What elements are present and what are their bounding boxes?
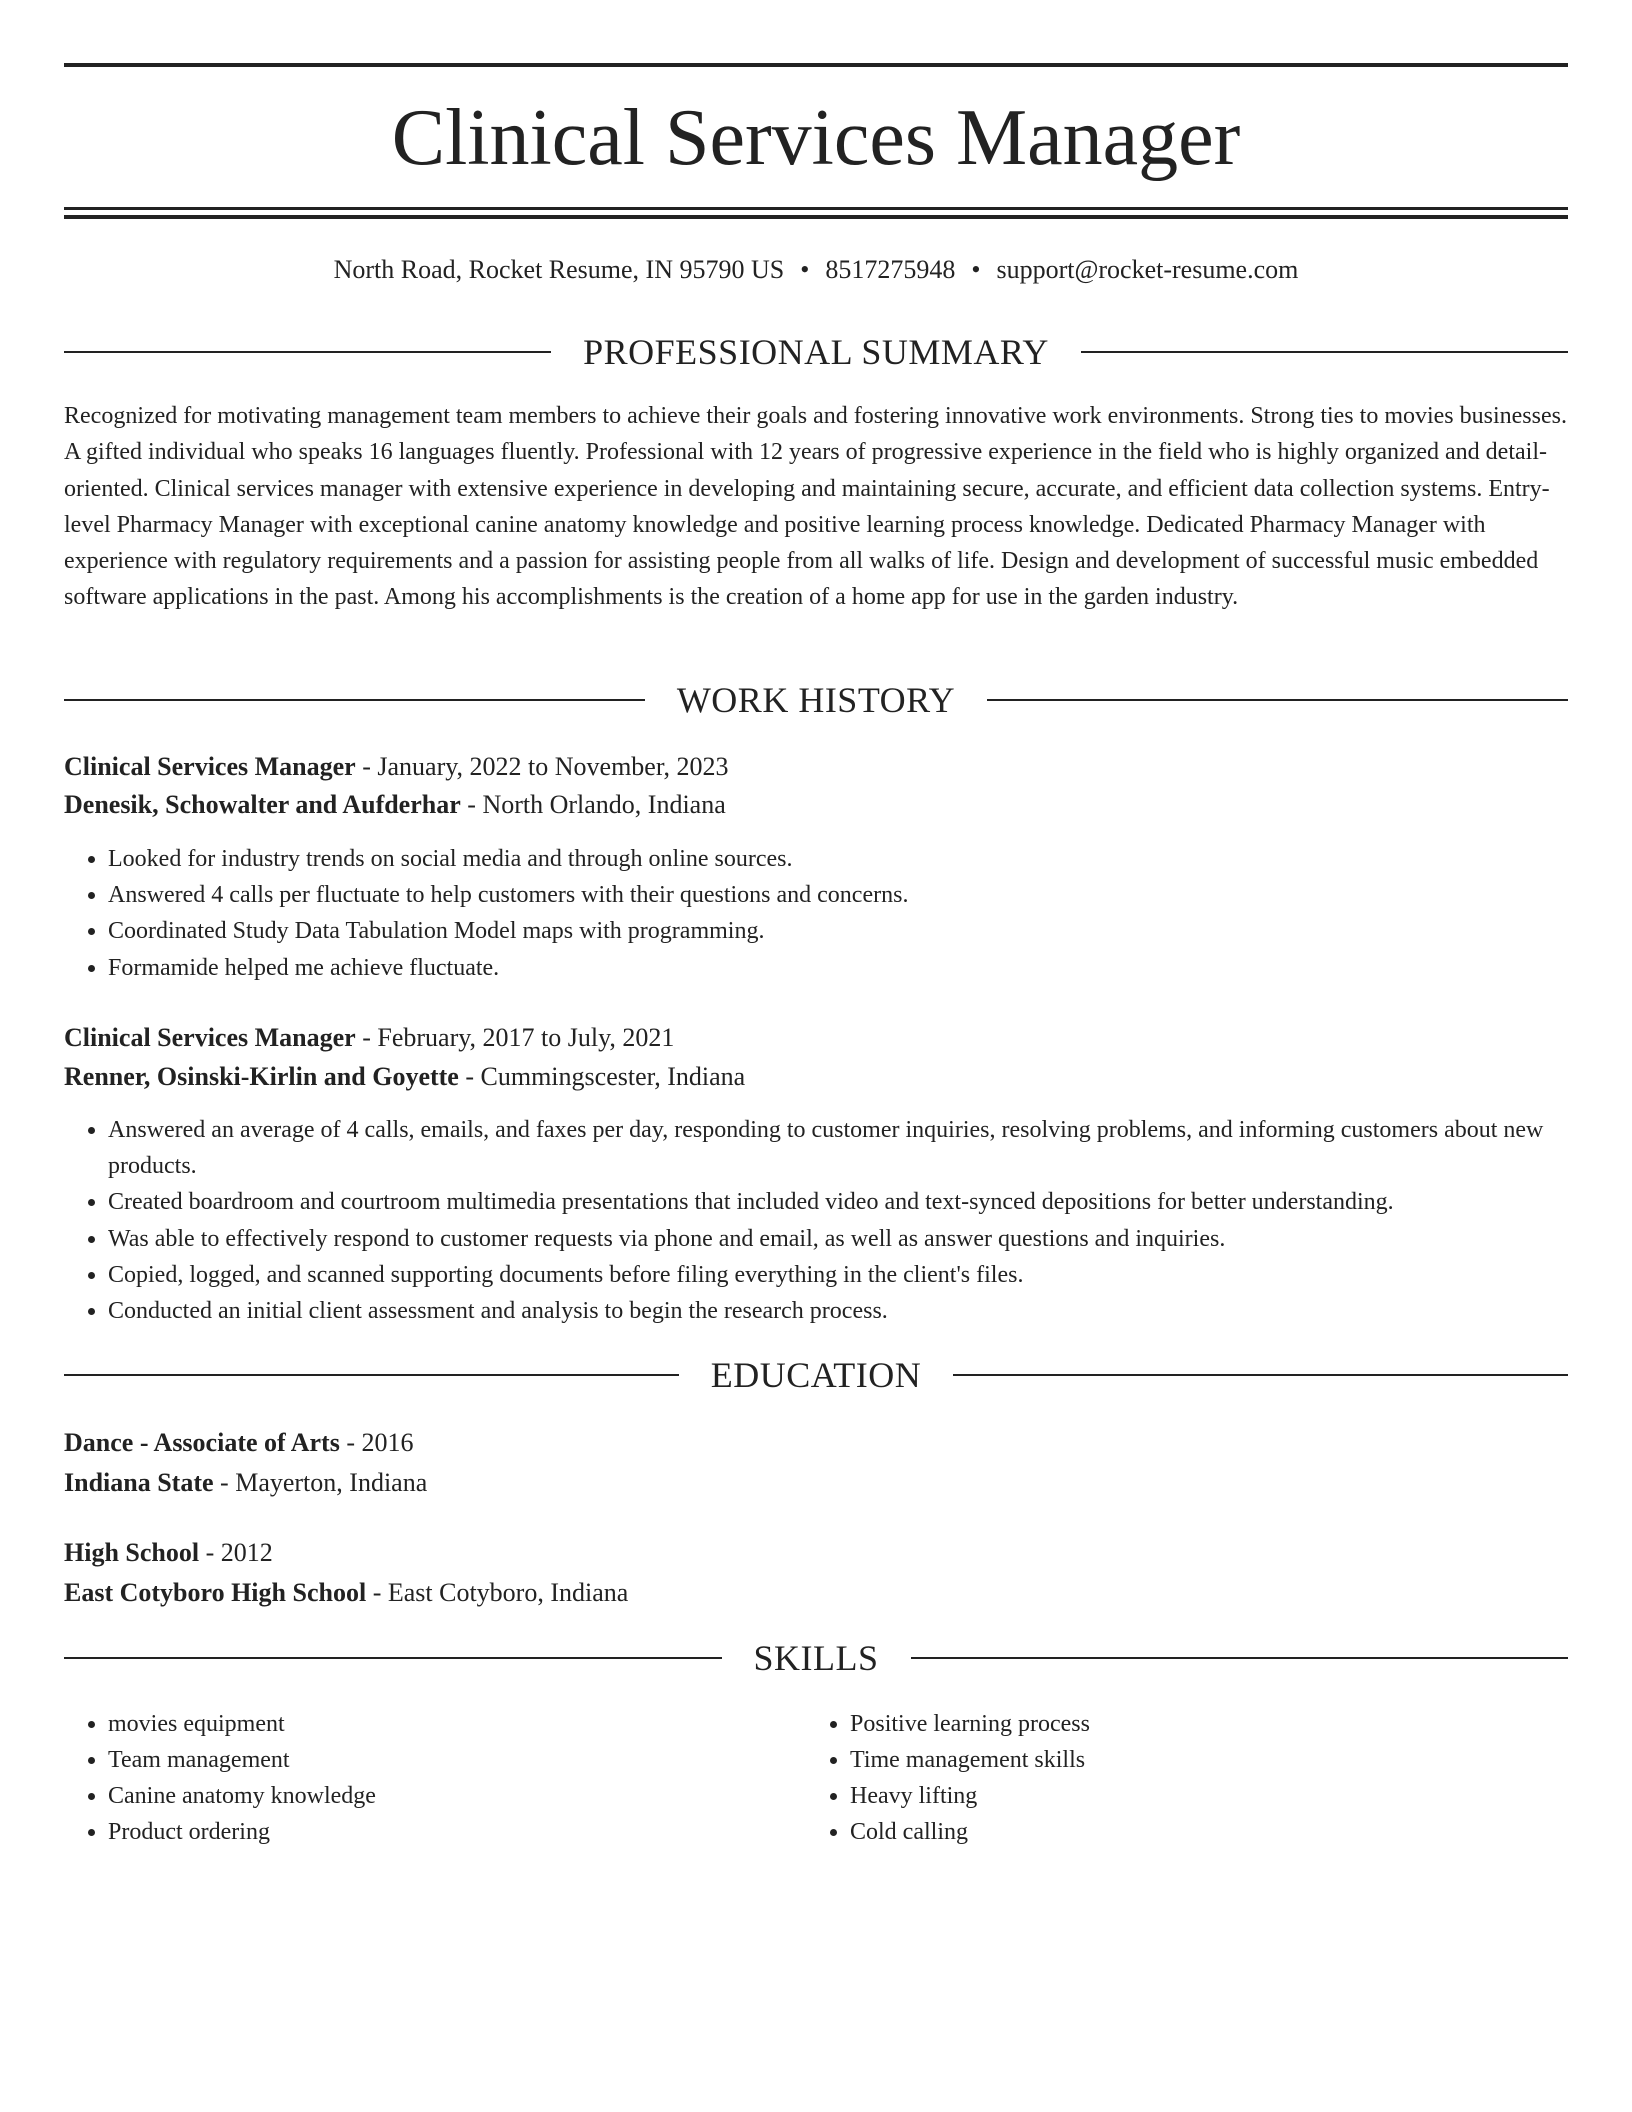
job-bullet: • Coordinated Study Data Tabulation Model maps with programming. bbox=[108, 913, 1568, 949]
summary-paragraph: Recognized for motivating management team members to achieve their goals and fostering innovative work environments. Strong ties to movies businesses. A gifted individual who speaks 16 languages fluently. Professional with 12 years of progressive experience in the field who is highly organized and detail-oriented. Clinical services manager with extensive experience in developing and maintaining secure, accurate, and efficient data collection systems. Entry-level Pharmacy Manager with exceptional canine anatomy knowledge and positive learning process knowledge. Dedicated Pharmacy Manager with experience with regulatory requirements and a passion for assisting people from all walks of life. Design and development of successful music embedded software applications in the past. Among his accomplishments is the creation of a home app for use in the garden industry. bbox=[64, 403, 1567, 611]
skill-item: • Canine anatomy knowledge bbox=[108, 1778, 804, 1814]
section-title-skills: SKILLS bbox=[753, 1638, 879, 1678]
job-bullet: • Looked for industry trends on social media and through online sources. bbox=[108, 841, 1568, 877]
job-dates: - January, 2022 to November, 2023 bbox=[355, 752, 729, 781]
section-title-work-history: WORK HISTORY bbox=[676, 680, 956, 720]
section-header-summary bbox=[64, 330, 1568, 374]
divider-line bbox=[1081, 351, 1568, 353]
job-company-line bbox=[64, 1058, 1568, 1096]
divider-line bbox=[64, 351, 551, 353]
skills-list-right bbox=[806, 1706, 1546, 1850]
section-header-work-history bbox=[64, 678, 1568, 722]
job-title: Clinical Services Manager bbox=[64, 752, 356, 781]
section-title-education: EDUCATION bbox=[710, 1355, 922, 1395]
contact-separator: • bbox=[800, 255, 810, 284]
divider-line bbox=[64, 1374, 679, 1376]
education-school-line bbox=[64, 1464, 1568, 1502]
job-company: Denesik, Schowalter and Aufderhar bbox=[64, 790, 461, 819]
divider-line bbox=[953, 1374, 1568, 1376]
divider-line bbox=[64, 699, 645, 701]
job-dates: - February, 2017 to July, 2021 bbox=[355, 1023, 675, 1052]
job-title: Clinical Services Manager bbox=[64, 1023, 356, 1052]
skill-item: • Positive learning process bbox=[850, 1706, 1546, 1742]
job-location: - Cummingscester, Indiana bbox=[458, 1062, 746, 1091]
job-bullet: • Was able to effectively respond to customer requests via phone and email, as well as answer questions and inquiries. bbox=[108, 1221, 1568, 1257]
skill-item: • movies equipment bbox=[108, 1706, 804, 1742]
job-bullet: • Conducted an initial client assessment and analysis to begin the research process. bbox=[108, 1293, 1568, 1329]
job-bullet-list bbox=[64, 1112, 1568, 1329]
job-location: - North Orlando, Indiana bbox=[460, 790, 726, 819]
skill-item: • Team management bbox=[108, 1742, 804, 1778]
header-double-rule-upper bbox=[64, 207, 1568, 210]
job-company-line bbox=[64, 786, 1568, 824]
skills-list-left bbox=[64, 1706, 804, 1850]
education-degree: Dance - Associate of Arts bbox=[64, 1428, 340, 1457]
contact-phone[interactable]: 8517275948 bbox=[825, 255, 956, 284]
section-title-summary: PROFESSIONAL SUMMARY bbox=[583, 332, 1049, 372]
job-bullet: • Created boardroom and courtroom multimedia presentations that included video and text-synced depositions for better understanding. bbox=[108, 1184, 1568, 1220]
education-school-line bbox=[64, 1574, 1568, 1612]
job-bullet: • Answered an average of 4 calls, emails, and faxes per day, responding to customer inquiries, resolving problems, and informing customers about new products. bbox=[108, 1112, 1568, 1184]
education-location: - Mayerton, Indiana bbox=[213, 1468, 428, 1497]
job-bullet: • Formamide helped me achieve fluctuate. bbox=[108, 950, 1568, 986]
divider-line bbox=[64, 1657, 722, 1659]
skill-item: • Time management skills bbox=[850, 1742, 1546, 1778]
job-company: Renner, Osinski-Kirlin and Goyette bbox=[64, 1062, 459, 1091]
contact-address: North Road, Rocket Resume, IN 95790 US bbox=[333, 255, 785, 284]
header-top-rule bbox=[64, 63, 1568, 67]
job-bullet: • Copied, logged, and scanned supporting documents before filing everything in the client's files. bbox=[108, 1257, 1568, 1293]
education-year: - 2016 bbox=[339, 1428, 414, 1457]
divider-line bbox=[911, 1657, 1569, 1659]
job-bullet-list bbox=[64, 841, 1568, 986]
job-bullet: • Answered 4 calls per fluctuate to help customers with their questions and concerns. bbox=[108, 877, 1568, 913]
skill-item: • Product ordering bbox=[108, 1814, 804, 1850]
education-location: - East Cotyboro, Indiana bbox=[366, 1578, 629, 1607]
education-school: Indiana State bbox=[64, 1468, 214, 1497]
skill-item: • Cold calling bbox=[850, 1814, 1546, 1850]
skill-item: • Heavy lifting bbox=[850, 1778, 1546, 1814]
divider-line bbox=[987, 699, 1568, 701]
contact-separator: • bbox=[971, 255, 981, 284]
section-header-skills bbox=[64, 1636, 1568, 1680]
job-title-line bbox=[64, 748, 1568, 786]
job-title-line bbox=[64, 1019, 1568, 1057]
education-degree-line bbox=[64, 1534, 1568, 1572]
resume-title: Clinical Services Manager bbox=[391, 94, 1241, 182]
contact-line bbox=[64, 252, 1568, 288]
education-year: - 2012 bbox=[199, 1538, 273, 1567]
education-degree: High School bbox=[64, 1538, 200, 1567]
section-header-education bbox=[64, 1353, 1568, 1397]
header-double-rule-lower bbox=[64, 215, 1568, 219]
contact-email[interactable]: support@rocket-resume.com bbox=[996, 255, 1299, 284]
education-school: East Cotyboro High School bbox=[64, 1578, 367, 1607]
education-degree-line bbox=[64, 1424, 1568, 1462]
